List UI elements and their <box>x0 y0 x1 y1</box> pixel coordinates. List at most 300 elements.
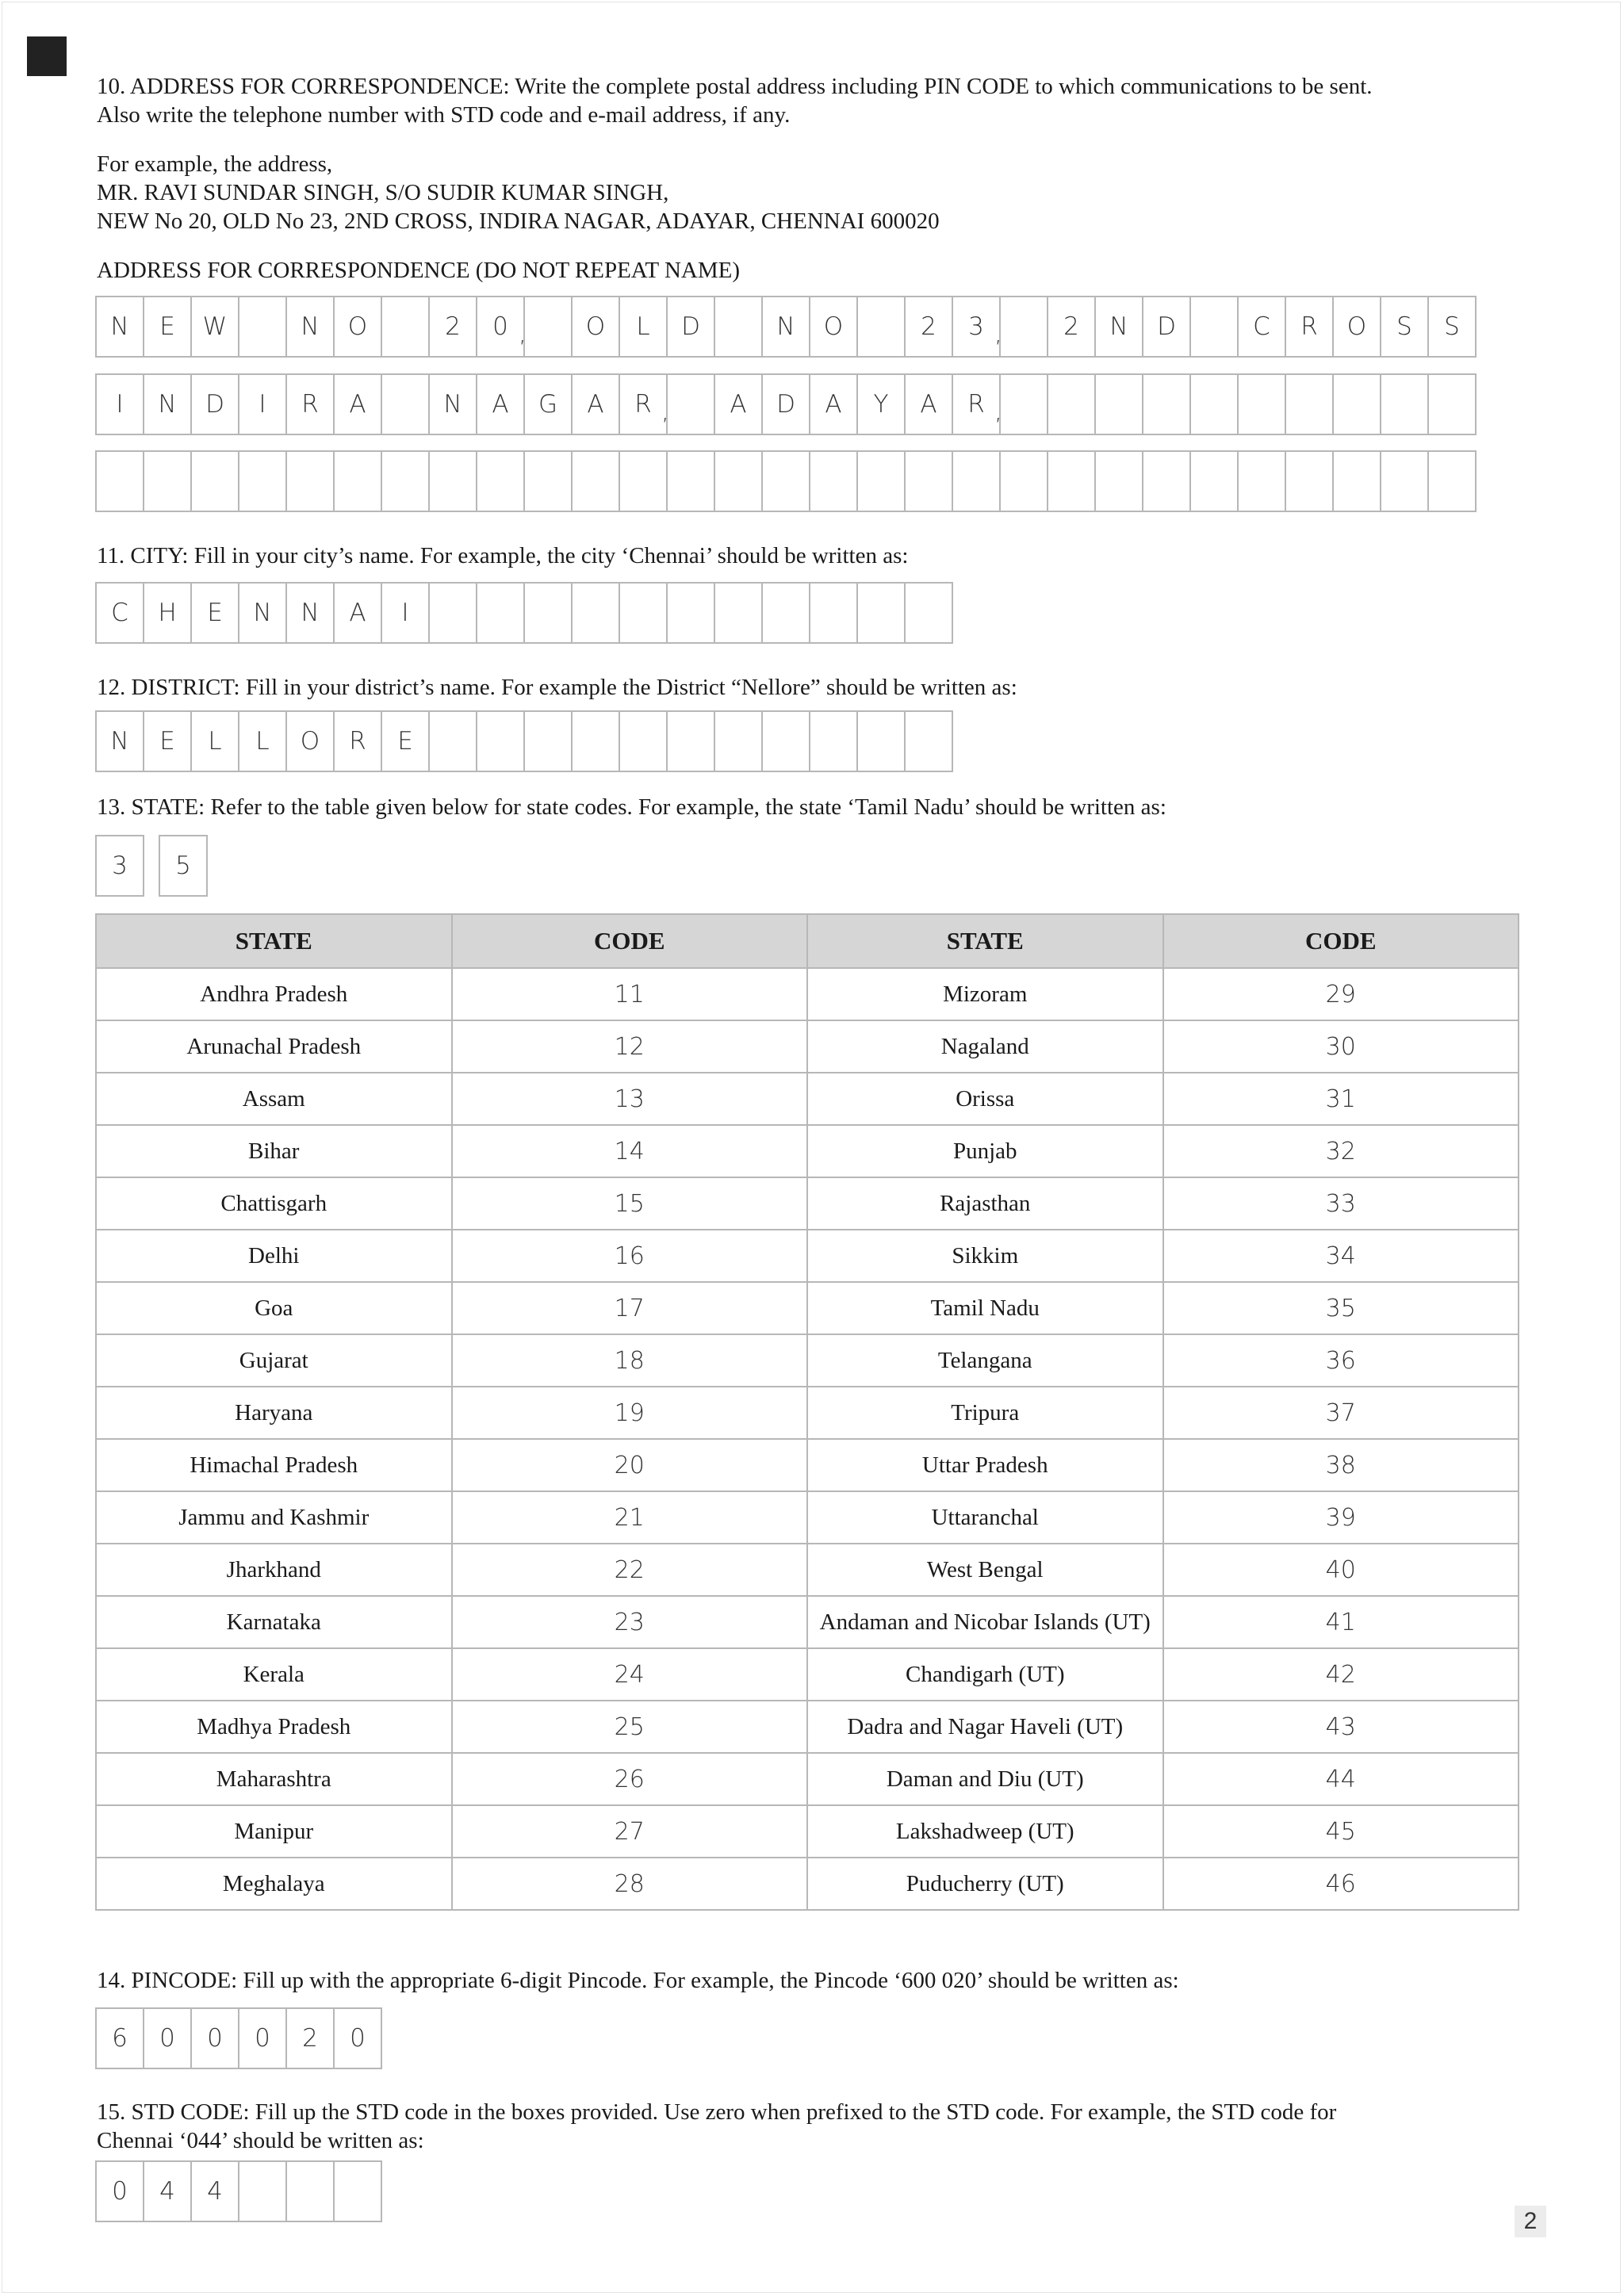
char-box-value: 0 <box>350 2024 366 2053</box>
state-code-cell: 20 <box>452 1439 808 1491</box>
char-box[interactable] <box>952 373 1001 435</box>
char-box[interactable] <box>1427 296 1477 358</box>
state-name-cell: West Bengal <box>807 1544 1163 1596</box>
char-box-value: N <box>1109 312 1128 341</box>
state-code-cell: 21 <box>452 1491 808 1544</box>
char-box[interactable] <box>95 2007 144 2069</box>
state-code-boxes <box>95 835 208 897</box>
state-name-cell: Lakshadweep (UT) <box>807 1805 1163 1858</box>
state-code-cell: 42 <box>1163 1648 1519 1701</box>
state-code-cell: 46 <box>1163 1858 1519 1910</box>
char-box-value: N <box>301 312 320 341</box>
section-13-heading: 13. STATE: Refer to the table given below for state codes. For example, the state ‘Tamil Nadu’ should be written as: <box>97 794 1166 820</box>
char-box[interactable] <box>1189 450 1239 512</box>
header-state-2: STATE <box>807 914 1163 968</box>
char-box[interactable] <box>95 2160 144 2222</box>
state-name-cell: Puducherry (UT) <box>807 1858 1163 1910</box>
char-box-value: 2 <box>1063 312 1079 341</box>
state-name-cell: Himachal Pradesh <box>96 1439 452 1491</box>
char-box-value: 4 <box>159 2177 175 2206</box>
char-box[interactable] <box>143 296 192 358</box>
char-box[interactable] <box>143 373 192 435</box>
char-box-value: R <box>301 390 319 419</box>
char-box[interactable] <box>381 450 430 512</box>
char-box[interactable] <box>714 710 763 772</box>
char-box[interactable] <box>761 710 810 772</box>
char-box-value: S <box>1444 312 1460 341</box>
state-name-cell: Gujarat <box>96 1334 452 1387</box>
char-box[interactable] <box>333 2160 382 2222</box>
state-code-cell: 35 <box>1163 1282 1519 1334</box>
table-row <box>96 1334 1519 1387</box>
state-name-cell: Arunachal Pradesh <box>96 1020 452 1073</box>
state-code-cell: 38 <box>1163 1439 1519 1491</box>
char-box-value: , <box>994 320 1002 348</box>
table-row <box>96 1230 1519 1282</box>
table-row <box>96 1177 1519 1230</box>
state-code-cell: 40 <box>1163 1544 1519 1596</box>
char-box[interactable] <box>381 710 430 772</box>
char-box-value: S <box>1396 312 1412 341</box>
char-box-value: 0 <box>255 2024 270 2053</box>
section-10-example-line-2: NEW No 20, OLD No 23, 2ND CROSS, INDIRA NAGAR, ADAYAR, CHENNAI 600020 <box>97 209 940 234</box>
char-box[interactable] <box>428 450 477 512</box>
char-box-value: E <box>159 312 175 341</box>
table-row <box>96 1491 1519 1544</box>
char-box-value: A <box>825 390 842 419</box>
char-box-value: N <box>158 390 177 419</box>
char-box-value: A <box>920 390 937 419</box>
char-box[interactable] <box>1142 373 1191 435</box>
char-box[interactable] <box>1142 296 1191 358</box>
char-box-value: E <box>159 727 175 756</box>
char-box[interactable] <box>428 582 477 644</box>
char-box[interactable] <box>809 373 858 435</box>
char-box[interactable] <box>381 373 430 435</box>
char-box[interactable] <box>95 582 144 644</box>
char-box-value: 0 <box>207 2024 223 2053</box>
char-box[interactable] <box>571 582 620 644</box>
char-box-value: W <box>202 312 228 341</box>
char-box[interactable] <box>666 296 715 358</box>
char-box-value: N <box>776 312 795 341</box>
char-box-value: G <box>538 390 558 419</box>
char-box-value: 4 <box>207 2177 223 2206</box>
table-row <box>96 1753 1519 1805</box>
char-box[interactable] <box>809 450 858 512</box>
table-row <box>96 1073 1519 1125</box>
char-box[interactable] <box>333 450 382 512</box>
char-box[interactable] <box>428 296 477 358</box>
char-box[interactable] <box>1237 450 1286 512</box>
state-name-cell: Goa <box>96 1282 452 1334</box>
char-box-value: A <box>492 390 509 419</box>
char-box[interactable] <box>1332 450 1381 512</box>
state-name-cell: Orissa <box>807 1073 1163 1125</box>
char-box[interactable] <box>714 373 763 435</box>
address-row-3 <box>95 450 1475 512</box>
state-name-cell: Meghalaya <box>96 1858 452 1910</box>
table-row <box>96 1387 1519 1439</box>
char-box[interactable] <box>476 450 525 512</box>
char-box[interactable] <box>856 373 906 435</box>
char-box-value: N <box>253 599 272 627</box>
char-box-value: C <box>111 599 128 627</box>
char-box[interactable] <box>571 710 620 772</box>
state-name-cell: Sikkim <box>807 1230 1163 1282</box>
char-box-value: O <box>300 727 320 756</box>
char-box[interactable] <box>476 710 525 772</box>
state-code-cell: 27 <box>452 1805 808 1858</box>
char-box-value: A <box>730 390 747 419</box>
char-box[interactable] <box>761 296 810 358</box>
char-box[interactable] <box>476 373 525 435</box>
char-box[interactable] <box>95 835 144 897</box>
char-box-value: E <box>207 599 223 627</box>
address-field-label: ADDRESS FOR CORRESPONDENCE (DO NOT REPEAT NAME) <box>97 258 741 283</box>
char-box[interactable] <box>333 710 382 772</box>
city-boxes <box>95 582 952 644</box>
char-box[interactable] <box>238 450 287 512</box>
char-box[interactable] <box>1189 296 1239 358</box>
char-box[interactable] <box>238 373 287 435</box>
char-box[interactable] <box>666 582 715 644</box>
char-box[interactable] <box>856 710 906 772</box>
section-12-heading: 12. DISTRICT: Fill in your district’s name. For example the District “Nellore” should be written as: <box>97 675 1017 700</box>
char-box-value: I <box>259 390 266 419</box>
char-box[interactable] <box>238 2007 287 2069</box>
section-15-heading-line-2: Chennai ‘044’ should be written as: <box>97 2128 424 2153</box>
char-box[interactable] <box>143 710 192 772</box>
state-code-cell: 30 <box>1163 1020 1519 1073</box>
state-name-cell: Chattisgarh <box>96 1177 452 1230</box>
char-box[interactable] <box>661 373 715 435</box>
char-box[interactable] <box>519 296 573 358</box>
state-code-cell: 13 <box>452 1073 808 1125</box>
state-code-cell: 18 <box>452 1334 808 1387</box>
state-code-cell: 25 <box>452 1701 808 1753</box>
char-box-value: L <box>255 727 270 756</box>
char-box[interactable] <box>1380 450 1429 512</box>
district-boxes <box>95 710 952 772</box>
char-box[interactable] <box>190 373 239 435</box>
state-name-cell: Karnataka <box>96 1596 452 1648</box>
state-code-cell: 37 <box>1163 1387 1519 1439</box>
char-box[interactable] <box>1427 373 1477 435</box>
char-box[interactable] <box>428 373 477 435</box>
char-box-value: 0 <box>492 312 508 341</box>
char-box[interactable] <box>523 450 573 512</box>
state-code-cell: 14 <box>452 1125 808 1177</box>
char-box[interactable] <box>1237 296 1286 358</box>
char-box-value: N <box>110 312 129 341</box>
char-box[interactable] <box>856 296 906 358</box>
state-code-cell: 34 <box>1163 1230 1519 1282</box>
char-box[interactable] <box>285 2160 335 2222</box>
char-box[interactable] <box>714 296 763 358</box>
char-box[interactable] <box>1094 450 1143 512</box>
header-code-2: CODE <box>1163 914 1519 968</box>
char-box[interactable] <box>238 296 287 358</box>
char-box[interactable] <box>856 450 906 512</box>
state-name-cell: Daman and Diu (UT) <box>807 1753 1163 1805</box>
char-box[interactable] <box>1047 296 1096 358</box>
char-box[interactable] <box>143 2160 192 2222</box>
char-box-value: A <box>349 390 366 419</box>
char-box[interactable] <box>952 296 1001 358</box>
table-row <box>96 1439 1519 1491</box>
state-code-cell: 19 <box>452 1387 808 1439</box>
table-row <box>96 1020 1519 1073</box>
char-box-value: A <box>349 599 366 627</box>
char-box[interactable] <box>714 450 763 512</box>
char-box[interactable] <box>143 2007 192 2069</box>
char-box[interactable] <box>619 373 668 435</box>
char-box-value: R <box>967 390 985 419</box>
char-box[interactable] <box>994 296 1048 358</box>
char-box[interactable] <box>1142 450 1191 512</box>
header-code-1: CODE <box>452 914 808 968</box>
char-box[interactable] <box>761 582 810 644</box>
char-box[interactable] <box>285 2007 335 2069</box>
char-box[interactable] <box>190 2007 239 2069</box>
char-box-value: O <box>347 312 368 341</box>
state-code-cell: 22 <box>452 1544 808 1596</box>
section-14-heading: 14. PINCODE: Fill up with the appropriate 6-digit Pincode. For example, the Pincode ‘600 020’ should be written as: <box>97 1968 1179 1993</box>
char-box[interactable] <box>190 2160 239 2222</box>
state-name-cell: Jharkhand <box>96 1544 452 1596</box>
char-box[interactable] <box>904 450 953 512</box>
char-box-value: N <box>443 390 462 419</box>
char-box[interactable] <box>95 373 144 435</box>
section-15-heading-line-1: 15. STD CODE: Fill up the STD code in the boxes provided. Use zero when prefixed to the STD code. For example, the STD code for <box>97 2099 1337 2125</box>
char-box-value: 2 <box>445 312 461 341</box>
section-10-example-intro: For example, the address, <box>97 151 333 177</box>
char-box-value: O <box>585 312 606 341</box>
char-box[interactable] <box>143 582 192 644</box>
state-name-cell: Kerala <box>96 1648 452 1701</box>
table-row <box>96 1701 1519 1753</box>
char-box[interactable] <box>1332 373 1381 435</box>
char-box[interactable] <box>333 582 382 644</box>
char-box[interactable] <box>809 582 858 644</box>
address-row-2 <box>95 373 1475 435</box>
char-box[interactable] <box>952 450 1001 512</box>
corner-registration-mark <box>27 36 67 76</box>
state-code-cell: 24 <box>452 1648 808 1701</box>
state-name-cell: Manipur <box>96 1805 452 1858</box>
char-box[interactable] <box>190 450 239 512</box>
state-name-cell: Tripura <box>807 1387 1163 1439</box>
char-box[interactable] <box>1285 296 1334 358</box>
char-box[interactable] <box>666 450 715 512</box>
char-box[interactable] <box>571 373 620 435</box>
char-box-value: R <box>349 727 366 756</box>
char-box[interactable] <box>1427 450 1477 512</box>
char-box[interactable] <box>190 582 239 644</box>
char-box[interactable] <box>333 296 382 358</box>
state-code-cell: 17 <box>452 1282 808 1334</box>
state-code-cell: 36 <box>1163 1334 1519 1387</box>
char-box-value: D <box>681 312 700 341</box>
state-name-cell: Rajasthan <box>807 1177 1163 1230</box>
char-box[interactable] <box>904 373 953 435</box>
state-code-cell: 43 <box>1163 1701 1519 1753</box>
char-box[interactable] <box>95 296 144 358</box>
state-name-cell: Jammu and Kashmir <box>96 1491 452 1544</box>
state-name-cell: Delhi <box>96 1230 452 1282</box>
state-code-cell: 23 <box>452 1596 808 1648</box>
char-box[interactable] <box>238 710 287 772</box>
char-box[interactable] <box>1237 373 1286 435</box>
char-box[interactable] <box>190 296 239 358</box>
char-box[interactable] <box>285 582 335 644</box>
char-box-value: H <box>158 599 177 627</box>
std-code-boxes <box>95 2160 381 2222</box>
char-box[interactable] <box>95 450 144 512</box>
table-row <box>96 1596 1519 1648</box>
page-number: 2 <box>1515 2206 1546 2237</box>
char-box[interactable] <box>809 710 858 772</box>
char-box[interactable] <box>428 710 477 772</box>
state-code-cell: 12 <box>452 1020 808 1073</box>
table-row <box>96 1125 1519 1177</box>
char-box[interactable] <box>571 296 620 358</box>
state-name-cell: Maharashtra <box>96 1753 452 1805</box>
char-box[interactable] <box>999 450 1048 512</box>
char-box[interactable] <box>381 582 430 644</box>
char-box[interactable] <box>285 710 335 772</box>
table-row <box>96 1858 1519 1910</box>
char-box[interactable] <box>619 710 668 772</box>
char-box[interactable] <box>238 582 287 644</box>
char-box-value: A <box>587 390 604 419</box>
state-code-cell: 32 <box>1163 1125 1519 1177</box>
state-code-cell: 44 <box>1163 1753 1519 1805</box>
char-box[interactable] <box>476 296 525 358</box>
table-row <box>96 1282 1519 1334</box>
state-name-cell: Andaman and Nicobar Islands (UT) <box>807 1596 1163 1648</box>
char-box[interactable] <box>285 296 335 358</box>
char-box-value: 5 <box>175 851 191 880</box>
char-box[interactable] <box>761 450 810 512</box>
char-box[interactable] <box>1285 450 1334 512</box>
table-row <box>96 1805 1519 1858</box>
char-box[interactable] <box>1047 450 1096 512</box>
char-box[interactable] <box>95 710 144 772</box>
table-header-row <box>96 914 1519 968</box>
state-name-cell: Chandigarh (UT) <box>807 1648 1163 1701</box>
state-name-cell: Uttar Pradesh <box>807 1439 1163 1491</box>
char-box[interactable] <box>333 2007 382 2069</box>
char-box-value: O <box>823 312 844 341</box>
char-box[interactable] <box>1380 373 1429 435</box>
state-code-cell: 28 <box>452 1858 808 1910</box>
char-box[interactable] <box>761 373 810 435</box>
char-box[interactable] <box>1189 373 1239 435</box>
state-name-cell: Punjab <box>807 1125 1163 1177</box>
state-code-cell: 16 <box>452 1230 808 1282</box>
table-row <box>96 968 1519 1020</box>
char-box[interactable] <box>809 296 858 358</box>
char-box[interactable] <box>571 450 620 512</box>
char-box[interactable] <box>1094 373 1143 435</box>
char-box[interactable] <box>285 373 335 435</box>
char-box-value: D <box>205 390 224 419</box>
state-name-cell: Haryana <box>96 1387 452 1439</box>
char-box[interactable] <box>238 2160 287 2222</box>
section-10-example-line-1: MR. RAVI SUNDAR SINGH, S/O SUDIR KUMAR SINGH, <box>97 180 669 205</box>
char-box-value: O <box>1346 312 1367 341</box>
char-box[interactable] <box>523 710 573 772</box>
table-row <box>96 1648 1519 1701</box>
char-box[interactable] <box>714 582 763 644</box>
state-code-cell: 26 <box>452 1753 808 1805</box>
char-box[interactable] <box>190 710 239 772</box>
section-10-heading-line-1: 10. ADDRESS FOR CORRESPONDENCE: Write the complete postal address including PIN CODE to which communications to be sent. <box>97 74 1373 99</box>
pincode-boxes <box>95 2007 381 2069</box>
char-box[interactable] <box>1047 373 1096 435</box>
state-name-cell: Mizoram <box>807 968 1163 1020</box>
section-10-heading-line-2: Also write the telephone number with STD code and e-mail address, if any. <box>97 102 791 128</box>
char-box[interactable] <box>1332 296 1381 358</box>
char-box-value: I <box>116 390 124 419</box>
char-box[interactable] <box>619 582 668 644</box>
char-box-value: 3 <box>968 312 984 341</box>
char-box[interactable] <box>904 296 953 358</box>
char-box[interactable] <box>1285 373 1334 435</box>
state-code-cell: 33 <box>1163 1177 1519 1230</box>
char-box[interactable] <box>856 582 906 644</box>
char-box-value: 2 <box>921 312 936 341</box>
char-box[interactable] <box>1094 296 1143 358</box>
char-box[interactable] <box>523 373 573 435</box>
char-box-value: 3 <box>112 851 128 880</box>
section-11-heading: 11. CITY: Fill in your city’s name. For example, the city ‘Chennai’ should be written as: <box>97 543 909 568</box>
char-box-value: , <box>519 320 527 348</box>
char-box-value: 0 <box>159 2024 175 2053</box>
state-name-cell: Telangana <box>807 1334 1163 1387</box>
char-box-value: E <box>397 727 413 756</box>
char-box[interactable] <box>904 710 953 772</box>
char-box[interactable] <box>904 582 953 644</box>
char-box[interactable] <box>666 710 715 772</box>
state-name-cell: Andhra Pradesh <box>96 968 452 1020</box>
char-box-value: N <box>110 727 129 756</box>
char-box[interactable] <box>476 582 525 644</box>
state-code-cell: 15 <box>452 1177 808 1230</box>
char-box-value: , <box>661 397 669 426</box>
char-box[interactable] <box>143 450 192 512</box>
state-table-body <box>96 968 1519 1910</box>
state-name-cell: Uttaranchal <box>807 1491 1163 1544</box>
char-box-value: 0 <box>112 2177 128 2206</box>
char-box[interactable] <box>619 296 668 358</box>
char-box[interactable] <box>159 835 208 897</box>
char-box-value: C <box>1253 312 1270 341</box>
char-box-value: R <box>634 390 652 419</box>
char-box[interactable] <box>994 373 1048 435</box>
char-box[interactable] <box>333 373 382 435</box>
char-box[interactable] <box>285 450 335 512</box>
char-box[interactable] <box>1380 296 1429 358</box>
state-name-cell: Assam <box>96 1073 452 1125</box>
address-row-1 <box>95 296 1475 358</box>
char-box[interactable] <box>381 296 430 358</box>
char-box[interactable] <box>619 450 668 512</box>
state-code-cell: 31 <box>1163 1073 1519 1125</box>
char-box[interactable] <box>523 582 573 644</box>
